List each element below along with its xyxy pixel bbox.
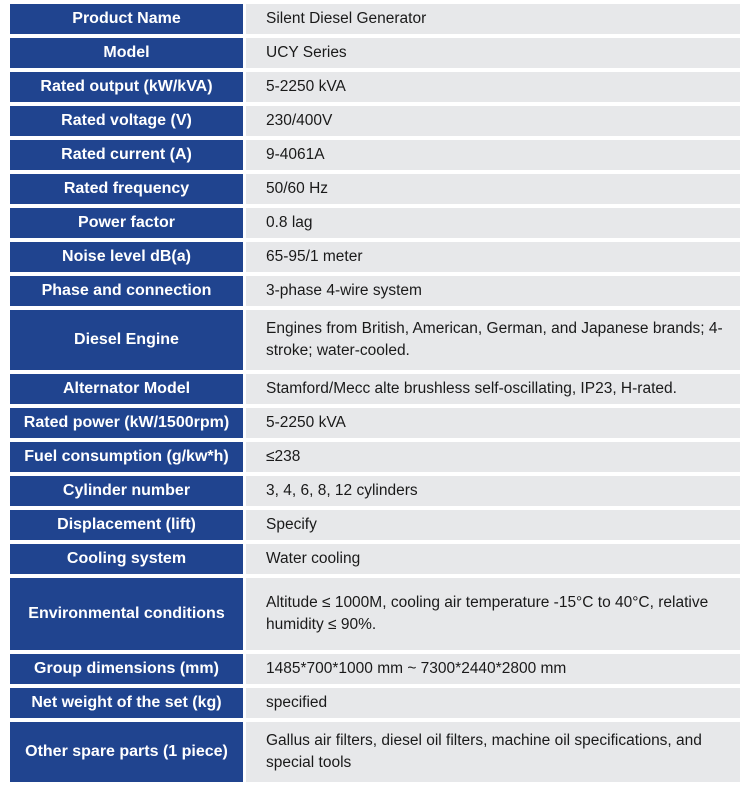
row-value: 0.8 lag — [246, 208, 740, 238]
row-label: Other spare parts (1 piece) — [10, 722, 243, 782]
row-label: Product Name — [10, 4, 243, 34]
table-row — [10, 408, 740, 438]
table-row — [10, 578, 740, 650]
row-label: Rated current (A) — [10, 140, 243, 170]
row-label: Alternator Model — [10, 374, 243, 404]
table-row — [10, 654, 740, 684]
row-value: 50/60 Hz — [246, 174, 740, 204]
row-value: 1485*700*1000 mm ~ 7300*2440*2800 mm — [246, 654, 740, 684]
table-row — [10, 310, 740, 370]
row-value: ≤238 — [246, 442, 740, 472]
table-row — [10, 276, 740, 306]
row-label: Model — [10, 38, 243, 68]
row-label: Phase and connection — [10, 276, 243, 306]
table-row — [10, 72, 740, 102]
row-value: Gallus air filters, diesel oil filters, machine oil specifications, and special tools — [246, 722, 740, 782]
row-label: Noise level dB(a) — [10, 242, 243, 272]
row-label: Environmental conditions — [10, 578, 243, 650]
row-label: Group dimensions (mm) — [10, 654, 243, 684]
row-value: Altitude ≤ 1000M, cooling air temperature -15°C to 40°C, relative humidity ≤ 90%. — [246, 578, 740, 650]
row-value: Silent Diesel Generator — [246, 4, 740, 34]
row-value: Engines from British, American, German, and Japanese brands; 4-stroke; water-cooled. — [246, 310, 740, 370]
table-row — [10, 174, 740, 204]
row-label: Displacement (lift) — [10, 510, 243, 540]
table-row — [10, 4, 740, 34]
table-row — [10, 476, 740, 506]
table-row — [10, 374, 740, 404]
row-label: Rated power (kW/1500rpm) — [10, 408, 243, 438]
spec-table — [10, 4, 740, 786]
row-label: Cooling system — [10, 544, 243, 574]
row-label: Power factor — [10, 208, 243, 238]
row-label: Diesel Engine — [10, 310, 243, 370]
table-row — [10, 140, 740, 170]
row-value: Stamford/Mecc alte brushless self-oscillating, IP23, H-rated. — [246, 374, 740, 404]
table-row — [10, 510, 740, 540]
table-row — [10, 106, 740, 136]
row-label: Cylinder number — [10, 476, 243, 506]
row-label: Rated frequency — [10, 174, 243, 204]
row-label: Rated output (kW/kVA) — [10, 72, 243, 102]
table-row — [10, 38, 740, 68]
row-label: Fuel consumption (g/kw*h) — [10, 442, 243, 472]
table-row — [10, 722, 740, 782]
table-row — [10, 442, 740, 472]
table-row — [10, 544, 740, 574]
table-row — [10, 208, 740, 238]
row-value: Specify — [246, 510, 740, 540]
row-label: Net weight of the set (kg) — [10, 688, 243, 718]
row-value: 3, 4, 6, 8, 12 cylinders — [246, 476, 740, 506]
row-value: 5-2250 kVA — [246, 72, 740, 102]
table-row — [10, 242, 740, 272]
row-value: 65-95/1 meter — [246, 242, 740, 272]
row-value: UCY Series — [246, 38, 740, 68]
table-row — [10, 688, 740, 718]
row-value: 9-4061A — [246, 140, 740, 170]
row-value: 230/400V — [246, 106, 740, 136]
row-value: specified — [246, 688, 740, 718]
row-value: Water cooling — [246, 544, 740, 574]
row-value: 5-2250 kVA — [246, 408, 740, 438]
row-label: Rated voltage (V) — [10, 106, 243, 136]
row-value: 3-phase 4-wire system — [246, 276, 740, 306]
